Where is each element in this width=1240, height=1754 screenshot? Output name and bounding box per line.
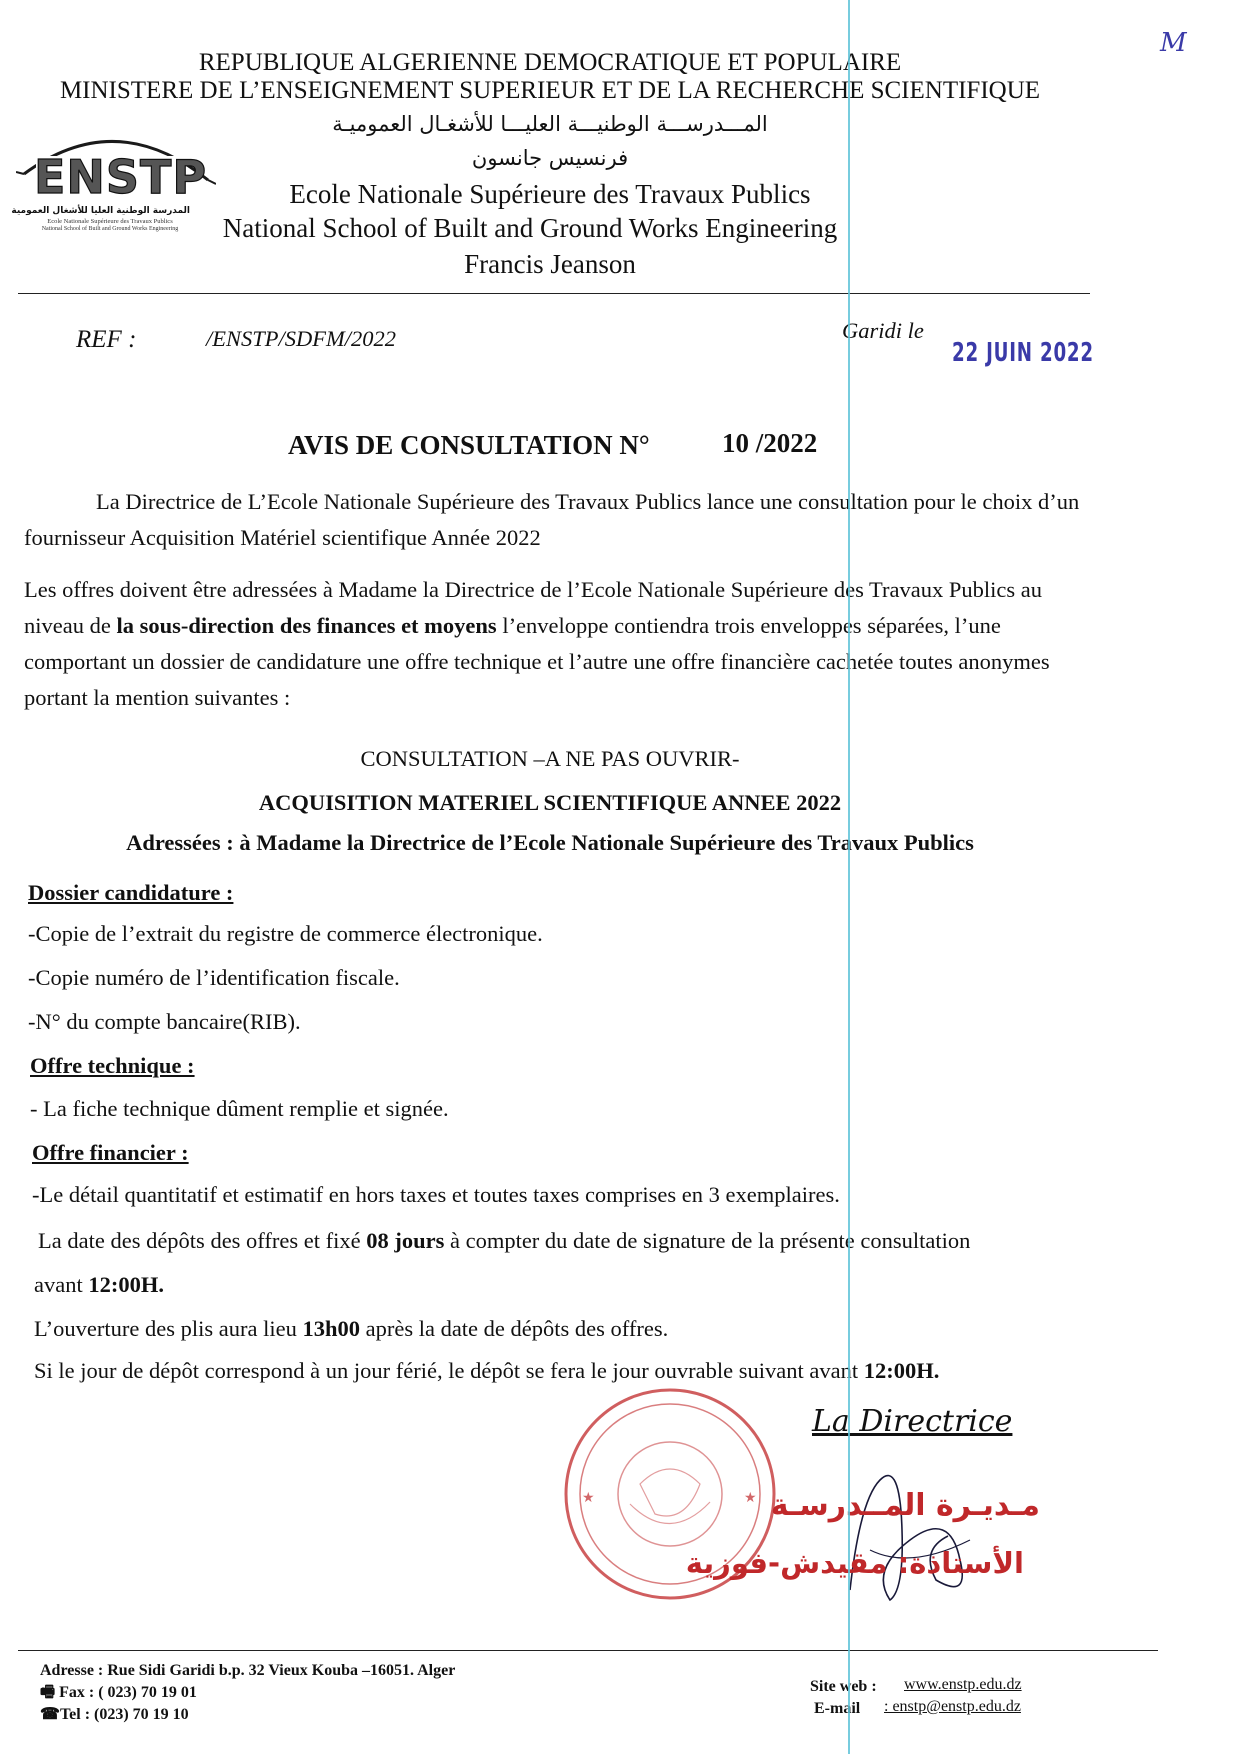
- logo-arabic-line: المدرسة الوطنية العليا للأشغال العمومية: [11, 206, 190, 216]
- logo-acronym: ENSTP: [34, 150, 208, 204]
- opening-time: 13h00: [302, 1316, 360, 1341]
- deadline-time: 12:00H.: [88, 1272, 164, 1297]
- mention-acquisition: ACQUISITION MATERIEL SCIENTIFIQUE ANNEE 2022: [258, 790, 842, 815]
- school-name-arabic: المـــدرســـة الوطنيـــة العليـــا للأشغـال العموميـة: [332, 112, 768, 136]
- footer-email-label: E-mail: [814, 1700, 861, 1717]
- footer-address: Adresse : Rue Sidi Garidi b.p. 32 Vieux Kouba –16051. Alger: [40, 1662, 456, 1679]
- intro-paragraph: La Directrice de L’Ecole Nationale Supérieure des Travaux Publics lance une consultation pour le choix d’un fournisseur Acquisition Matériel scientifique Année 2022: [24, 489, 1080, 550]
- logo-english-line: National School of Built and Ground Works Engineering: [41, 226, 179, 232]
- offre-financier-heading: Offre financier :: [32, 1140, 189, 1165]
- signatory-title-arabic: مـديـرة المــدرسـة: [770, 1488, 1040, 1523]
- deadline-text: à compter du date de signature de la présente consultation: [444, 1228, 971, 1253]
- opening-text: L’ouverture des plis aura lieu: [34, 1316, 303, 1341]
- tel-number: (023) 70 19 10: [94, 1706, 189, 1723]
- opening-line: [34, 1316, 668, 1342]
- footer-divider: [18, 1650, 1158, 1651]
- francis-jeanson-arabic: فرنسيس جانسون: [471, 146, 629, 170]
- tel-label: Tel :: [59, 1706, 95, 1723]
- footer-tel-row: [40, 1704, 189, 1726]
- mention-do-not-open: CONSULTATION –A NE PAS OUVRIR-: [360, 746, 740, 771]
- offers-text-end: l’enveloppe contiendra trois enveloppes séparées, l’une comportant un dossier de candidature une offre technique et l’autre une offre financière cachetée toutes anonymes portant la mention suivantes :: [24, 613, 1050, 710]
- fax-label: Fax :: [59, 1684, 99, 1701]
- svg-text:★: ★: [582, 1490, 595, 1506]
- footer-fax-row: [40, 1682, 197, 1704]
- financier-item: -Le détail quantitatif et estimatif en hors taxes et toutes taxes comprises en 3 exemplaires.: [32, 1182, 840, 1207]
- title-number: 10 /2022: [722, 428, 818, 458]
- ref-value: /ENSTP/SDFM/2022: [206, 326, 396, 351]
- dossier-item: -Copie de l’extrait du registre de commerce électronique.: [28, 921, 543, 946]
- title-prefix: AVIS DE CONSULTATION N°: [288, 430, 650, 460]
- footer-email-link[interactable]: : enstp@enstp.edu.dz: [884, 1698, 1021, 1715]
- scan-line-artifact: [848, 0, 850, 1754]
- deadline-text: La date des dépôts des offres et fixé: [38, 1228, 367, 1253]
- handwritten-signature-icon: [840, 1440, 980, 1610]
- signatory-name-arabic: الأستاذة: مقيدش-فوزية: [685, 1546, 1024, 1580]
- offers-paragraph: [24, 572, 1086, 716]
- logo-french-line: Ecole Nationale Supérieure des Travaux Publics: [47, 218, 173, 225]
- offers-text-start: Les offres doivent être adressées à Madame la Directrice de l’Ecole Nationale Supérieure des Travaux Publics au niveau de: [24, 577, 1042, 638]
- school-name-english: National School of Built and Ground Works Engineering: [222, 213, 838, 243]
- ref-label: REF :: [76, 326, 137, 353]
- holiday-text: Si le jour de dépôt correspond à un jour férié, le dépôt se fera le jour ouvrable suivant avant: [34, 1358, 864, 1383]
- mention-addressed-to: Adressées : à Madame la Directrice de l’Ecole Nationale Supérieure des Travaux Publics: [126, 830, 974, 855]
- date-stamp: 22 JUIN 2022: [952, 338, 1094, 368]
- offers-text-department: la sous-direction des finances et moyens: [116, 613, 497, 638]
- footer-web-link[interactable]: www.enstp.edu.dz: [904, 1676, 1022, 1693]
- svg-text:★: ★: [744, 1490, 757, 1506]
- header-divider: [18, 293, 1090, 294]
- technique-item: - La fiche technique dûment remplie et signée.: [30, 1096, 449, 1121]
- holiday-line: [34, 1358, 939, 1384]
- school-name-french: Ecole Nationale Supérieure des Travaux Publics: [289, 179, 811, 209]
- fax-icon: 🖷: [40, 1684, 60, 1701]
- dossier-candidature-heading: Dossier candidature :: [28, 880, 234, 905]
- dossier-item: -N° du compte bancaire(RIB).: [28, 1009, 301, 1034]
- deadline-text: avant: [34, 1272, 89, 1297]
- footer-web-label: Site web :: [810, 1678, 877, 1695]
- deadline-days: 08 jours: [366, 1228, 445, 1253]
- fax-number: ( 023) 70 19 01: [98, 1684, 197, 1701]
- school-name-francis-jeanson: Francis Jeanson: [464, 249, 636, 279]
- offre-technique-heading: Offre technique :: [30, 1053, 195, 1078]
- deadline-line-2: [34, 1272, 164, 1298]
- opening-text: après la date de dépôts des offres.: [359, 1316, 669, 1341]
- holiday-time: 12:00H.: [863, 1358, 940, 1383]
- deadline-line-1: [38, 1228, 970, 1254]
- corner-initial-mark: M: [1160, 28, 1187, 58]
- place-label: Garidi le: [842, 318, 924, 343]
- phone-icon: ☎: [40, 1706, 60, 1723]
- ministry-heading: MINISTERE DE L’ENSEIGNEMENT SUPERIEUR ET DE LA RECHERCHE SCIENTIFIQUE: [59, 77, 1041, 104]
- dossier-item: -Copie numéro de l’identification fiscale.: [28, 965, 400, 990]
- republic-heading: REPUBLIQUE ALGERIENNE DEMOCRATIQUE ET POPULAIRE: [198, 49, 902, 76]
- signatory-title: La Directrice: [812, 1404, 1013, 1439]
